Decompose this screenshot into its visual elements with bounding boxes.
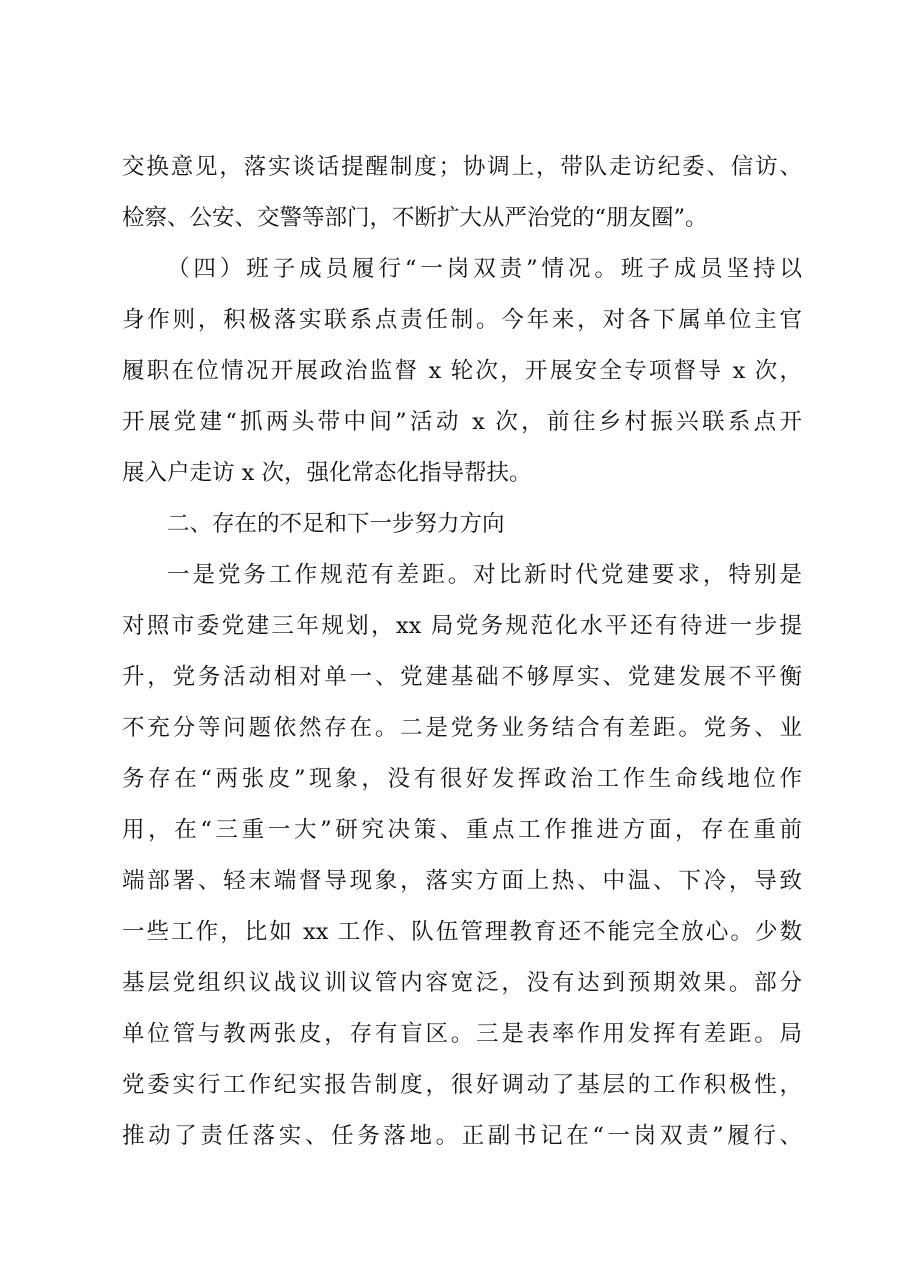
text-line: 升，党务活动相对单一、党建基础不够厚实、党建发展不平衡	[122, 664, 802, 690]
section-heading-line: （四）班子成员履行“一岗双责”情况。班子成员坚持以	[167, 256, 802, 282]
paragraph-start-line: 一是党务工作规范有差距。对比新时代党建要求，特别是	[167, 562, 802, 588]
text-line: 身作则，积极落实联系点责任制。今年来，对各下属单位主官	[122, 307, 802, 333]
text-line: 务存在“两张皮”现象，没有很好发挥政治工作生命线地位作	[122, 766, 802, 792]
section-heading: 二、存在的不足和下一步努力方向	[167, 511, 505, 537]
text-line: 单位管与教两张皮，存有盲区。三是表率作用发挥有差距。局	[122, 1021, 802, 1047]
text-line: 用，在“三重一大”研究决策、重点工作推进方面，存在重前	[122, 817, 802, 843]
text-line: 履职在位情况开展政治监督 x 轮次，开展安全专项督导 x 次，	[122, 358, 802, 384]
text-line: 对照市委党建三年规划，xx 局党务规范化水平还有待进一步提	[122, 613, 802, 639]
text-line: 端部署、轻末端督导现象，落实方面上热、中温、下冷，导致	[122, 868, 802, 894]
text-line: 一些工作，比如 xx 工作、队伍管理教育还不能完全放心。少数	[122, 919, 802, 945]
text-line: 党委实行工作纪实报告制度，很好调动了基层的工作积极性，	[122, 1072, 802, 1098]
body-text	[122, 142, 802, 1162]
text-line: 不充分等问题依然存在。二是党务业务结合有差距。党务、业	[122, 715, 802, 741]
text-line: 基层党组织议战议训议管内容宽泛，没有达到预期效果。部分	[122, 970, 802, 996]
text-line: 推动了责任落实、任务落地。正副书记在“一岗双责”履行、	[122, 1123, 802, 1149]
text-line: 检察、公安、交警等部门，不断扩大从严治党的“朋友圈”。	[122, 205, 708, 231]
text-line: 展入户走访 x 次，强化常态化指导帮扶。	[122, 460, 532, 486]
text-line: 交换意见，落实谈话提醒制度；协调上，带队走访纪委、信访、	[122, 154, 802, 180]
text-line: 开展党建“抓两头带中间”活动 x 次，前往乡村振兴联系点开	[122, 409, 802, 435]
